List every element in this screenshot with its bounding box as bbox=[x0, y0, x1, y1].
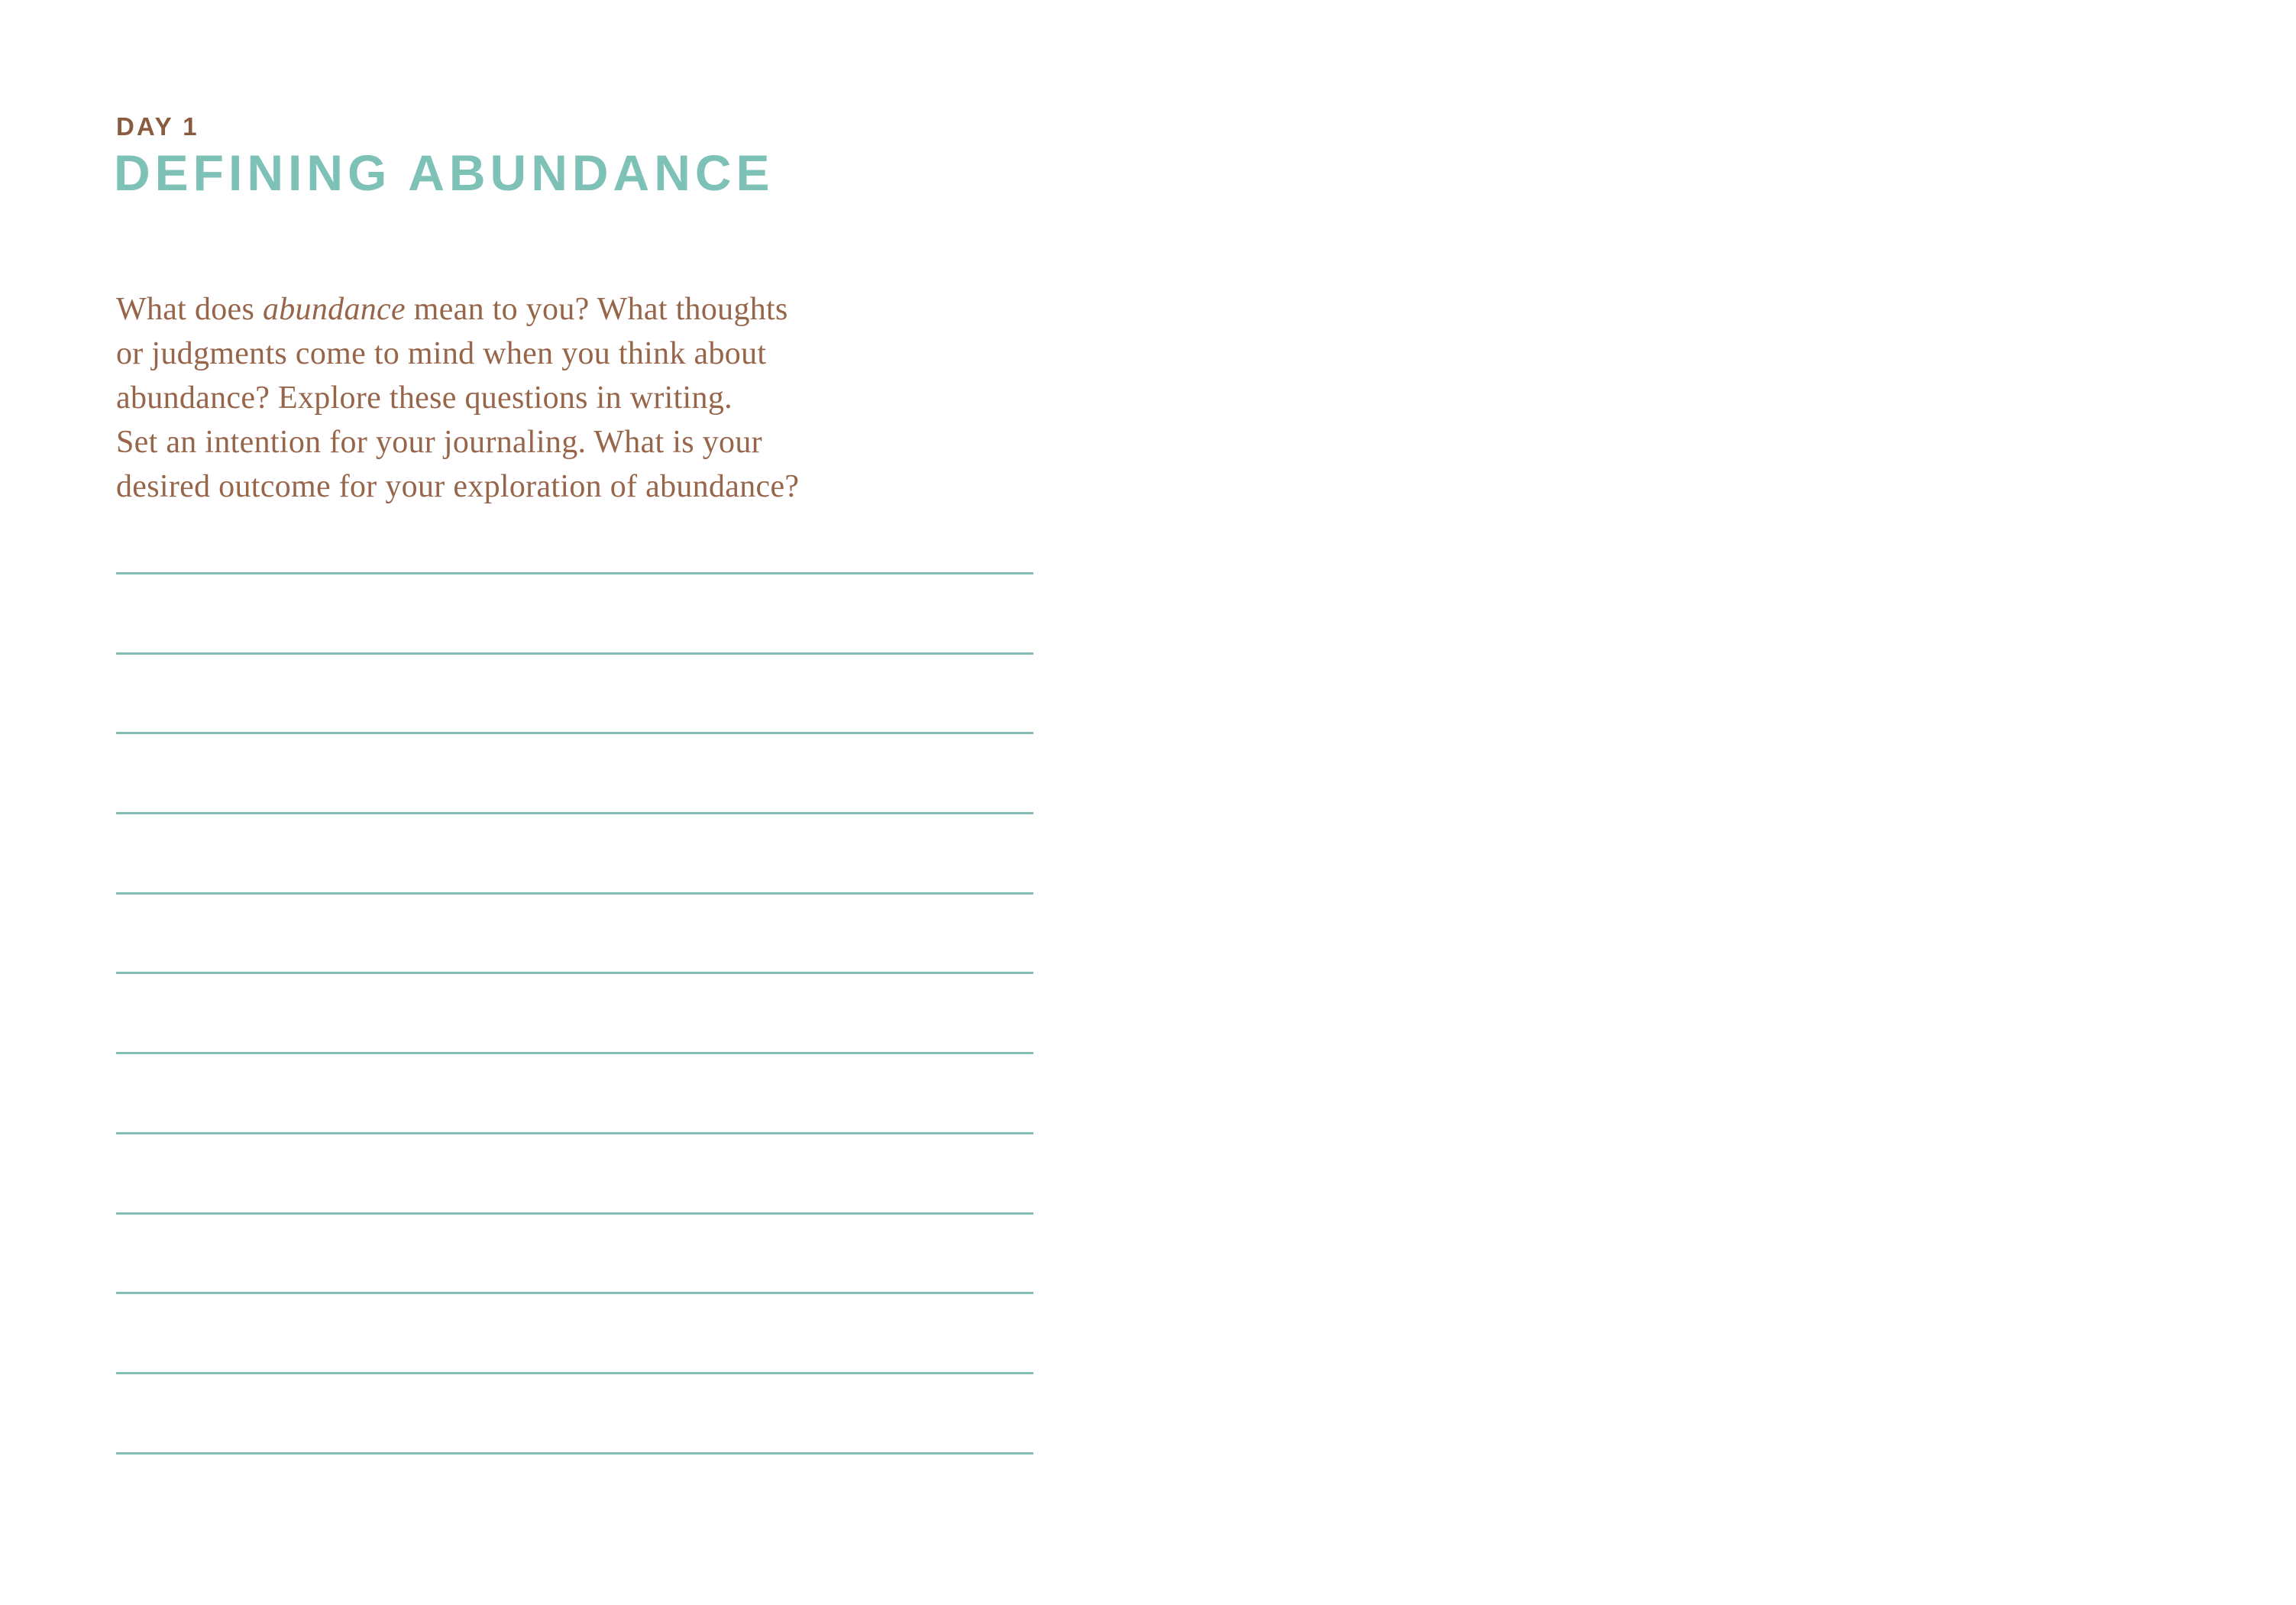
prompt-line: or judgments come to mind when you think about bbox=[116, 336, 767, 371]
ruled-line bbox=[116, 812, 1033, 814]
ruled-line bbox=[116, 1372, 1033, 1374]
prompt-line: desired outcome for your exploration of abundance? bbox=[116, 469, 800, 504]
page-title: DEFINING ABUNDANCE bbox=[114, 144, 774, 201]
ruled-line bbox=[116, 1052, 1033, 1054]
prompt-paragraph bbox=[116, 287, 972, 509]
ruled-line bbox=[116, 1292, 1033, 1294]
ruled-line bbox=[116, 1452, 1033, 1455]
prompt-text: What does bbox=[116, 292, 263, 327]
ruled-line bbox=[116, 652, 1033, 655]
ruled-line bbox=[116, 1132, 1033, 1134]
prompt-line: Set an intention for your journaling. What is your bbox=[116, 425, 762, 460]
ruled-line bbox=[116, 892, 1033, 895]
prompt-line bbox=[116, 287, 972, 332]
prompt-text-italic: abundance bbox=[262, 292, 406, 327]
ruled-line bbox=[116, 572, 1033, 574]
ruled-line bbox=[116, 732, 1033, 734]
writing-lines-left bbox=[116, 572, 1033, 1455]
right-page bbox=[1148, 0, 2296, 1605]
day-label: DAY 1 bbox=[116, 112, 199, 141]
ruled-line bbox=[116, 972, 1033, 974]
prompt-text: mean to you? What thoughts bbox=[405, 292, 788, 327]
prompt-line: abundance? Explore these questions in writing. bbox=[116, 380, 732, 416]
ruled-line bbox=[116, 1212, 1033, 1215]
